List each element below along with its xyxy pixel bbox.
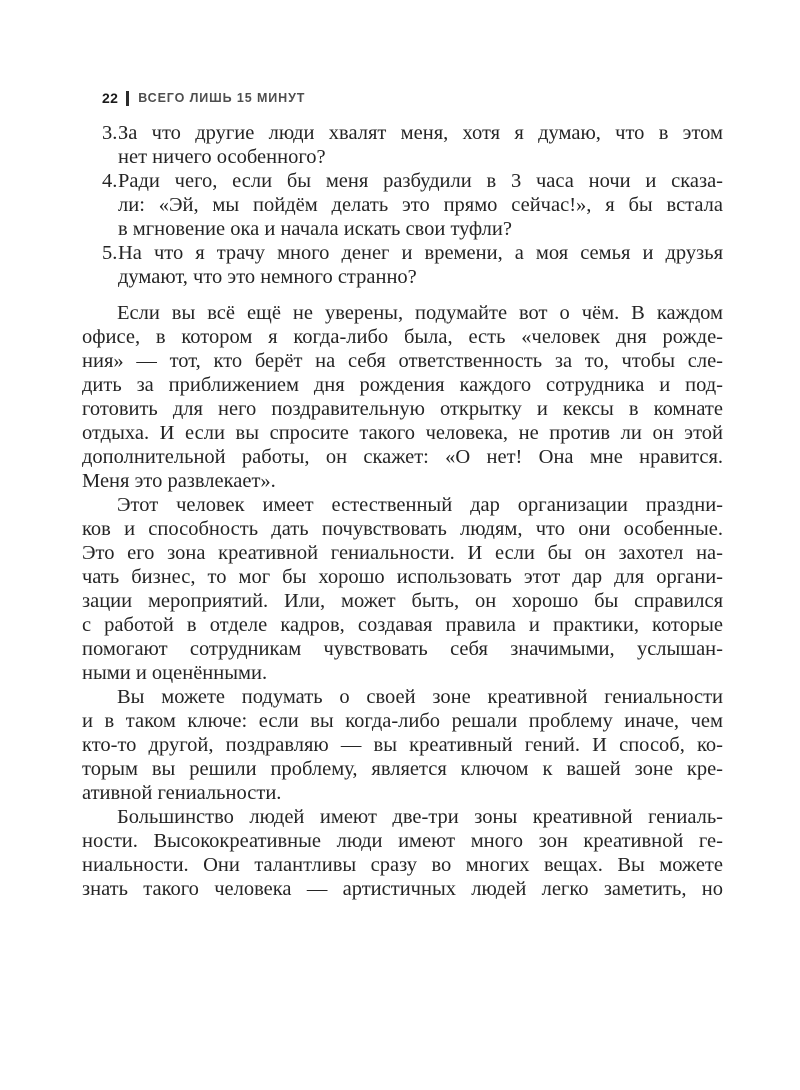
- list-item-number: 4.: [102, 170, 118, 192]
- text-line: дить за приближением дня рождения каждого сотрудника и под-: [82, 374, 723, 396]
- book-page: [82, 90, 723, 901]
- page-header: [82, 90, 723, 106]
- page-number: 22: [102, 90, 119, 106]
- list-item-text: [118, 121, 723, 169]
- text-line: с работой в отделе кадров, создавая правила и практики, которые: [82, 614, 723, 636]
- text-line: чать бизнес, то мог бы хорошо использовать этот дар для органи-: [82, 566, 723, 588]
- text-line: в мгновение ока и начала искать свои туфли?: [118, 218, 512, 240]
- text-line: Большинство людей имеют две-три зоны креативной гениаль-: [117, 806, 723, 828]
- text-line: нет ничего особенного?: [118, 146, 326, 168]
- text-line: ния» — тот, кто берёт на себя ответственность за то, чтобы сле-: [82, 350, 723, 372]
- body-paragraph: [82, 805, 723, 901]
- text-line: Это его зона креативной гениальности. И если бы он захотел на-: [82, 542, 723, 564]
- text-line: зации мероприятий. Или, может быть, он хорошо бы справился: [82, 590, 723, 612]
- text-line: торым вы решили проблему, является ключом к вашей зоне кре-: [82, 758, 723, 780]
- paragraphs-section: [82, 301, 723, 901]
- text-line: ными и оценёнными.: [82, 662, 268, 684]
- text-line: Этот человек имеет естественный дар организации праздни-: [117, 494, 723, 516]
- text-line: и в таком ключе: если вы когда-либо решали проблему иначе, чем: [82, 710, 723, 732]
- body-paragraph: [82, 493, 723, 685]
- text-line: Если вы всё ещё не уверены, подумайте вот о чём. В каждом: [117, 302, 723, 324]
- list-item-number: 3.: [102, 122, 118, 144]
- header-divider-bar: [126, 91, 129, 106]
- text-line: отдыха. И если вы спросите такого человека, не против ли он этой: [82, 422, 723, 444]
- list-item: [82, 169, 723, 241]
- text-line: помогают сотрудникам чувствовать себя значимыми, услышан-: [82, 638, 723, 660]
- text-line: Вы можете подумать о своей зоне креативной гениальности: [117, 686, 723, 708]
- text-line: Меня это развлекает».: [82, 470, 276, 492]
- list-item-number: 5.: [102, 242, 118, 264]
- text-line: знать такого человека — артистичных людей легко заметить, но: [82, 878, 723, 900]
- text-line: офисе, в котором я когда-либо была, есть «человек дня рожде-: [82, 326, 723, 348]
- text-line: ниальности. Они талантливы сразу во многих вещах. Вы можете: [82, 854, 723, 876]
- text-line: думают, что это немного странно?: [118, 266, 417, 288]
- body-paragraph: [82, 301, 723, 493]
- text-line: На что я трачу много денег и времени, а моя семья и друзья: [118, 242, 723, 264]
- text-line: Ради чего, если бы меня разбудили в 3 часа ночи и сказа-: [118, 170, 723, 192]
- text-line: ков и способность дать почувствовать людям, что они особенные.: [82, 518, 723, 540]
- text-line: ли: «Эй, мы пойдём делать это прямо сейчас!», я бы встала: [118, 194, 723, 216]
- list-item: [82, 121, 723, 169]
- text-line: готовить для него поздравительную открытку и кексы в комнате: [82, 398, 723, 420]
- list-item: [82, 241, 723, 289]
- question-list: [82, 121, 723, 289]
- running-title: ВСЕГО ЛИШЬ 15 МИНУТ: [138, 91, 306, 105]
- body-paragraph: [82, 685, 723, 805]
- text-line: ативной гениальности.: [82, 782, 282, 804]
- text-line: За что другие люди хвалят меня, хотя я думаю, что в этом: [118, 122, 723, 144]
- text-line: дополнительной работы, он скажет: «О нет! Она мне нравится.: [82, 446, 723, 468]
- text-line: ности. Высококреативные люди имеют много зон креативной ге-: [82, 830, 723, 852]
- list-item-text: [118, 241, 723, 289]
- list-item-text: [118, 169, 723, 241]
- text-line: кто-то другой, поздравляю — вы креативный гений. И способ, ко-: [82, 734, 723, 756]
